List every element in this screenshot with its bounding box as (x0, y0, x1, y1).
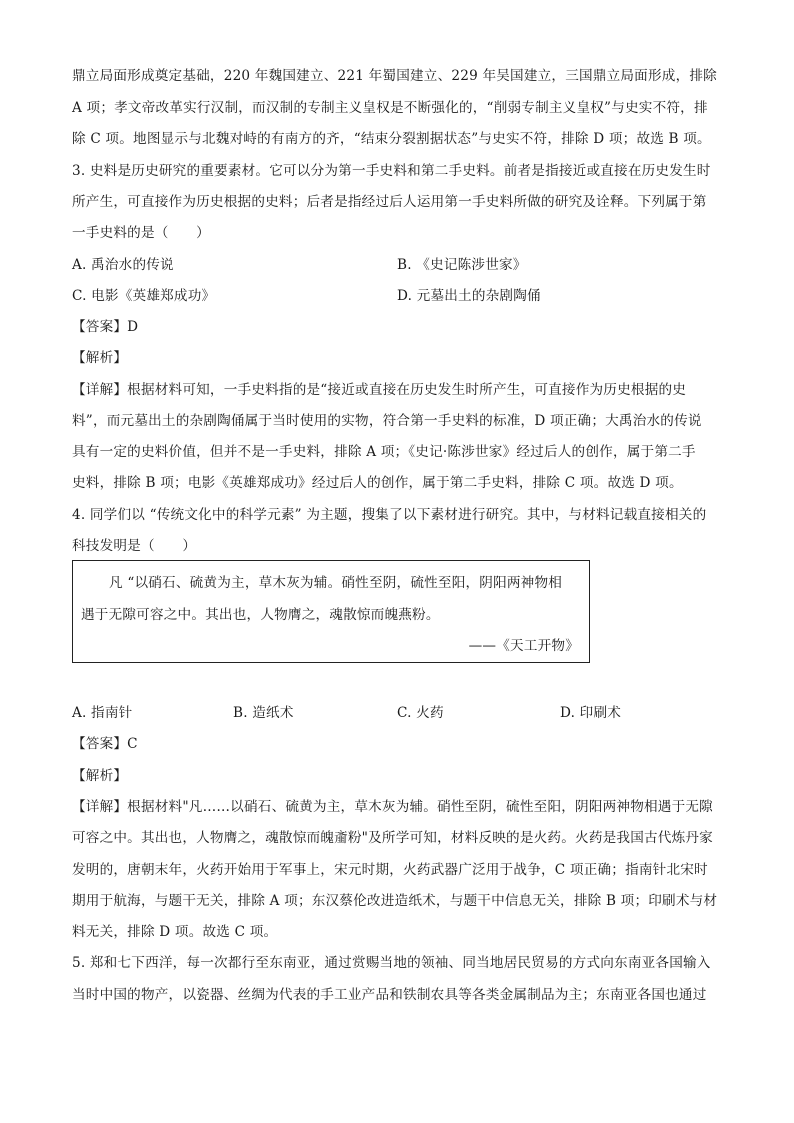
q4-quote-line: 遇于无隙可容之中。其出也，人物膺之，魂散惊而魄燕粉。 (81, 607, 440, 623)
q4-analysis-label: 【解析】 (72, 768, 128, 784)
q3-option-b: B. 《史记陈涉世家》 (397, 257, 527, 273)
q3-answer: 【答案】D (72, 319, 139, 335)
q4-option-a: A. 指南针 (72, 705, 133, 721)
q3-detail-line: 料”，而元墓出土的杂剧陶俑属于当时使用的实物，符合第一手史料的标准，D 项正确；大禹治水的传说 (72, 413, 702, 429)
q2-explanation-line: A 项；孝文帝改革实行汉制，而汉制的专制主义皇权是不断强化的，“削弱专制主义皇权”与史实不符，排 (72, 100, 708, 116)
q3-stem-line: 3. 史料是历史研究的重要素材。它可以分为第一手史料和第二手史料。前者是指接近或直接在历史发生时 (72, 163, 711, 179)
q4-quote-source: ——《天工开物》 (468, 638, 579, 654)
q4-option-d: D. 印刷术 (560, 705, 622, 721)
q4-detail-line: 料无关，排除 D 项。故选 C 项。 (72, 924, 278, 940)
q4-quote-line: 凡 “以硝石、硫黄为主，草木灰为辅。硝性至阴，硫性至阳，阴阳两神物相 (109, 575, 563, 591)
q3-analysis-label: 【解析】 (72, 350, 128, 366)
q3-option-a: A. 禹治水的传说 (72, 257, 174, 273)
q4-stem-line: 科技发明是（ ） (72, 538, 197, 554)
q4-option-b: B. 造纸术 (233, 705, 294, 721)
q3-detail-line: 【详解】根据材料可知，一手史料指的是“接近或直接在历史发生时所产生，可直接作为历史根据的史 (72, 382, 687, 398)
q4-stem-line: 4. 同学们以 “传统文化中的科学元素” 为主题，搜集了以下素材进行研究。其中，与材料记载直接相关的 (72, 507, 707, 523)
q2-explanation-line: 鼎立局面形成奠定基础，220 年魏国建立、221 年蜀国建立、229 年吴国建立，三国鼎立局面形成，排除 (72, 68, 717, 84)
q4-detail-line: 期用于航海，与题干无关，排除 A 项；东汉蔡伦改进造纸术，与题干中信息无关，排除 B 项；印刷术与材 (72, 893, 718, 909)
q4-answer: 【答案】C (72, 736, 138, 752)
q4-quote-box (72, 560, 590, 663)
q3-stem-line: 一手史料的是（ ） (72, 225, 210, 241)
q3-detail-line: 具有一定的史料价值，但并不是一手史料，排除 A 项；《史记·陈涉世家》经过后人的创作，属于第二手 (72, 444, 696, 460)
q4-option-c: C. 火药 (397, 705, 444, 721)
q3-option-d: D. 元墓出土的杂剧陶俑 (397, 288, 541, 304)
q5-stem-line: 当时中国的物产，以瓷器、丝绸为代表的手工业产品和铁制农具等各类金属制品为主；东南亚各国也通过 (72, 987, 707, 1003)
q3-stem-line: 所产生，可直接作为历史根据的史料；后者是指经过后人运用第一手史料所做的研究及诠释。下列属于第 (72, 194, 707, 210)
q4-detail-line: 【详解】根据材料"凡……以硝石、硫黄为主，草木灰为辅。硝性至阴，硫性至阳，阴阳两神物相遇于无隙 (72, 799, 713, 815)
q3-detail-line: 史料，排除 B 项；电影《英雄郑成功》经过后人的创作，属于第二手史料，排除 C 项。故选 D 项。 (72, 475, 683, 491)
q5-stem-line: 5. 郑和七下西洋，每一次都行至东南亚，通过赏赐当地的领袖、同当地居民贸易的方式向东南亚各国输入 (72, 955, 711, 971)
q4-detail-line: 发明的，唐朝末年，火药开始用于军事上，宋元时期，火药武器广泛用于战争，C 项正确；指南针北宋时 (72, 862, 708, 878)
q3-option-c: C. 电影《英雄郑成功》 (72, 288, 216, 304)
q2-explanation-line: 除 C 项。地图显示与北魏对峙的有南方的齐，“结束分裂割据状态”与史实不符，排除 D 项；故选 B 项。 (72, 131, 711, 147)
q4-detail-line: 可容之中。其出也，人物膺之，魂散惊而魄齑粉"及所学可知，材料反映的是火药。火药是我国古代炼丹家 (72, 830, 713, 846)
